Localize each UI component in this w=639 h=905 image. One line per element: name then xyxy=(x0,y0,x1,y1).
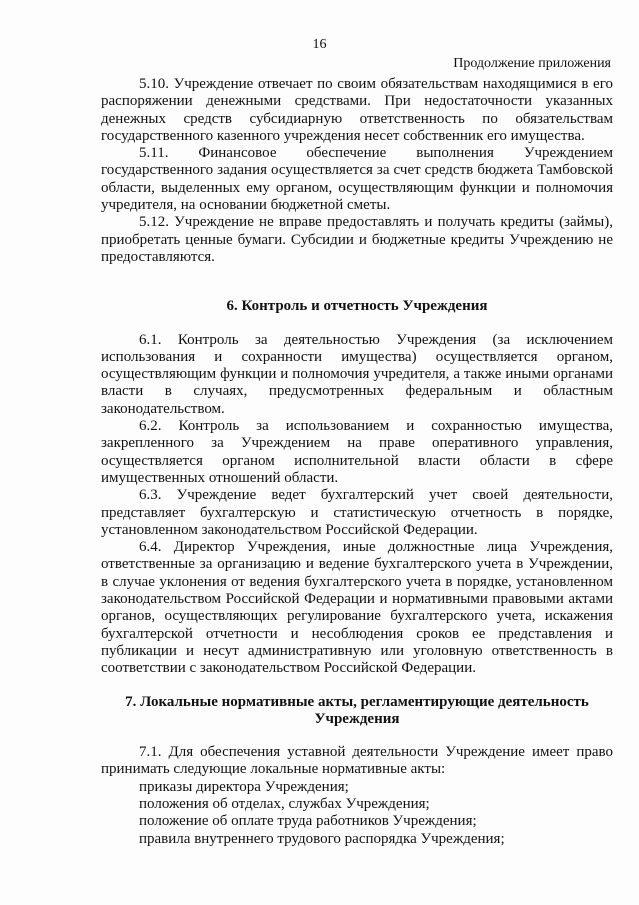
paragraph-7-1: 7.1. Для обеспечения уставной деятельности Учреждение имеет право принимать следующие локальные нормативные акты: xyxy=(101,744,613,778)
local-acts-list xyxy=(101,779,613,848)
paragraph-6-1: 6.1. Контроль за деятельностью Учреждения (за исключением использования и сохранности имущества) осуществляется органом, осуществляющим функции и полномочия учредителя, а также иными органами власти в случаях, предусмотренных федеральным и областным законодательством. xyxy=(101,331,613,417)
paragraph-5-11: 5.11. Финансовое обеспечение выполнения Учреждением государственного задания осуществляется за счет средств бюджета Тамбовской области, выделенных ему органом, осуществляющим функции и полномочия учредителя, на основании бюджетной сметы. xyxy=(101,145,613,214)
continuation-note: Продолжение приложения xyxy=(453,56,611,71)
paragraph-5-10: 5.10. Учреждение отвечает по своим обязательствам находящимися в его распоряжении денежными средствами. При недостаточности указанных денежных средств субсидиарную ответственность по обязательствам государственного казенного учреждения несет собственник его имущества. xyxy=(101,76,613,144)
document-body xyxy=(101,76,613,848)
list-item: правила внутреннего трудового распорядка Учреждения; xyxy=(139,830,505,847)
list-item: положения об отделах, службах Учреждения; xyxy=(139,795,430,812)
list-item: приказы директора Учреждения; xyxy=(139,778,349,795)
section-6-heading: 6. Контроль и отчетность Учреждения xyxy=(226,298,488,315)
paragraph-6-3: 6.3. Учреждение ведет бухгалтерский учет своей деятельности, представляет бухгалтерскую и статистическую отчетность в порядке, установленном законодательством Российской Федерации. xyxy=(101,487,613,538)
paragraph-5-12: 5.12. Учреждение не вправе предоставлять и получать кредиты (займы), приобретать ценные бумаги. Субсидии и бюджетные кредиты Учреждению не предоставляются. xyxy=(101,214,613,265)
page-number: 16 xyxy=(312,37,327,52)
section-7-heading: 7. Локальные нормативные акты, регламентирующие деятельность Учреждения xyxy=(125,693,589,727)
paragraph-6-4: 6.4. Директор Учреждения, иные должностные лица Учреждения, ответственные за организацию и ведение бухгалтерского учета в Учреждении, в случае уклонения от ведения бухгалтерского учета в порядке, установленном законодательством Российской Федерации и нормативными правовыми актами органов, осуществляющих регулирование бухгалтерского учета, искажения бухгалтерской отчетности и несоблюдения сроков ее представления и публикации и несут административную или уголовную ответственность в соответствии с законодательством Российской Федерации. xyxy=(101,539,613,677)
list-item: положение об оплате труда работников Учреждения; xyxy=(139,813,477,830)
paragraph-6-2: 6.2. Контроль за использованием и сохранностью имущества, закрепленного за Учреждением на праве оперативного управления, осуществляется органом исполнительной власти области в сфере имущественных отношений области. xyxy=(101,418,613,486)
